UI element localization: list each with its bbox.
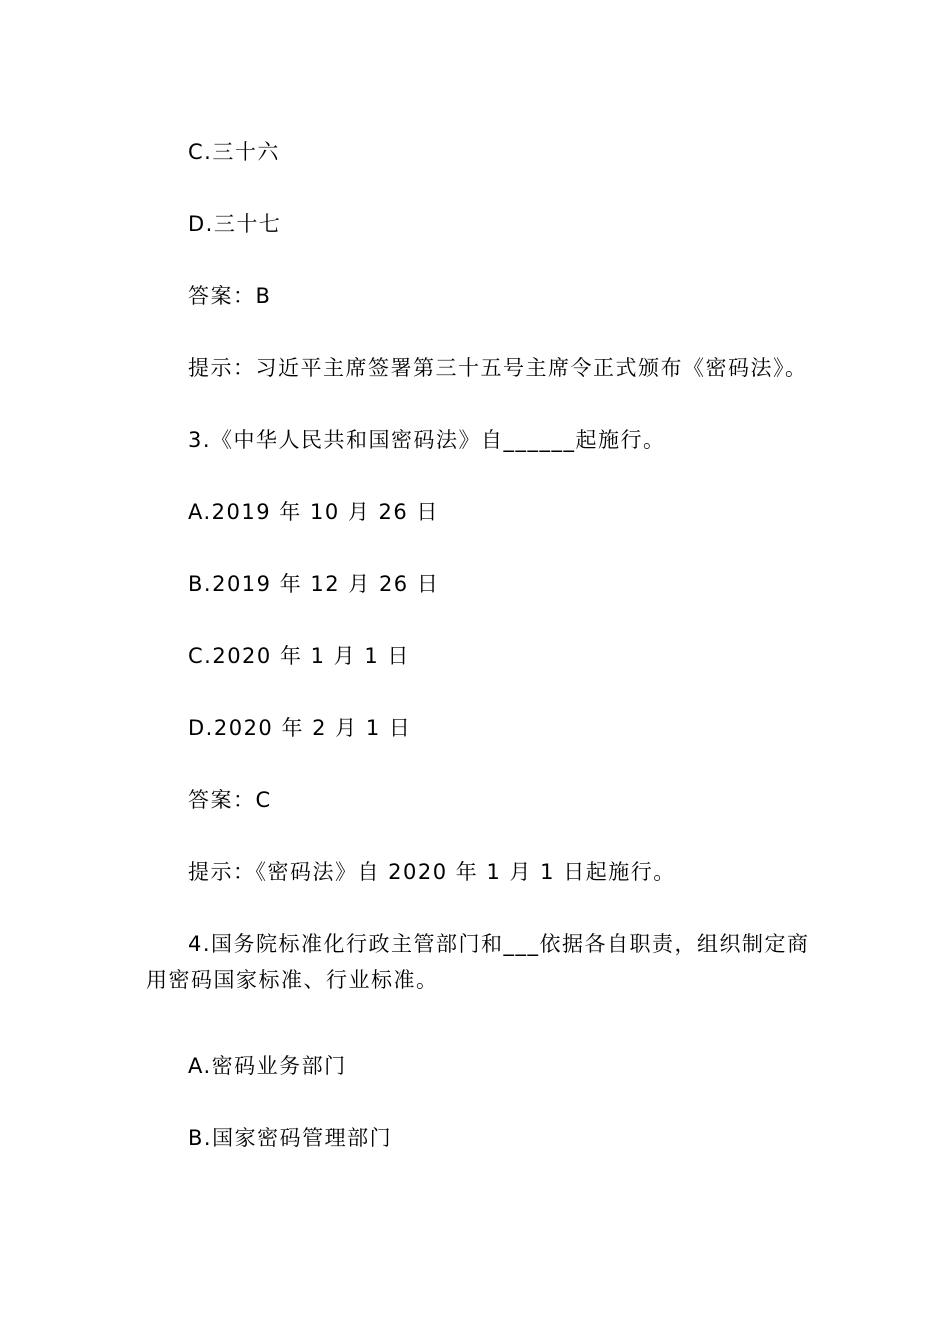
q3-option-d: D.2020 年 2 月 1 日	[188, 716, 412, 740]
q3-answer: 答案：C	[188, 788, 272, 812]
q4-question: 4.国务院标准化行政主管部门和___依据各自职责，组织制定商用密码国家标准、行业标准。	[146, 932, 810, 992]
q4-option-a: A.密码业务部门	[188, 1054, 347, 1078]
q3-option-a: A.2019 年 10 月 26 日	[188, 500, 439, 524]
q3-question: 3.《中华人民共和国密码法》自______起施行。	[188, 428, 666, 452]
q3-hint: 提示：《密码法》自 2020 年 1 月 1 日起施行。	[188, 860, 676, 884]
q4-option-b: B.国家密码管理部门	[188, 1126, 393, 1150]
q3-option-b: B.2019 年 12 月 26 日	[188, 572, 440, 596]
q2-answer: 答案：B	[188, 284, 272, 308]
q3-option-c: C.2020 年 1 月 1 日	[188, 644, 410, 668]
q2-hint: 提示：习近平主席签署第三十五号主席令正式颁布《密码法》。	[188, 356, 808, 380]
q2-option-d: D.三十七	[188, 212, 282, 236]
q2-option-c: C.三十六	[188, 140, 280, 164]
